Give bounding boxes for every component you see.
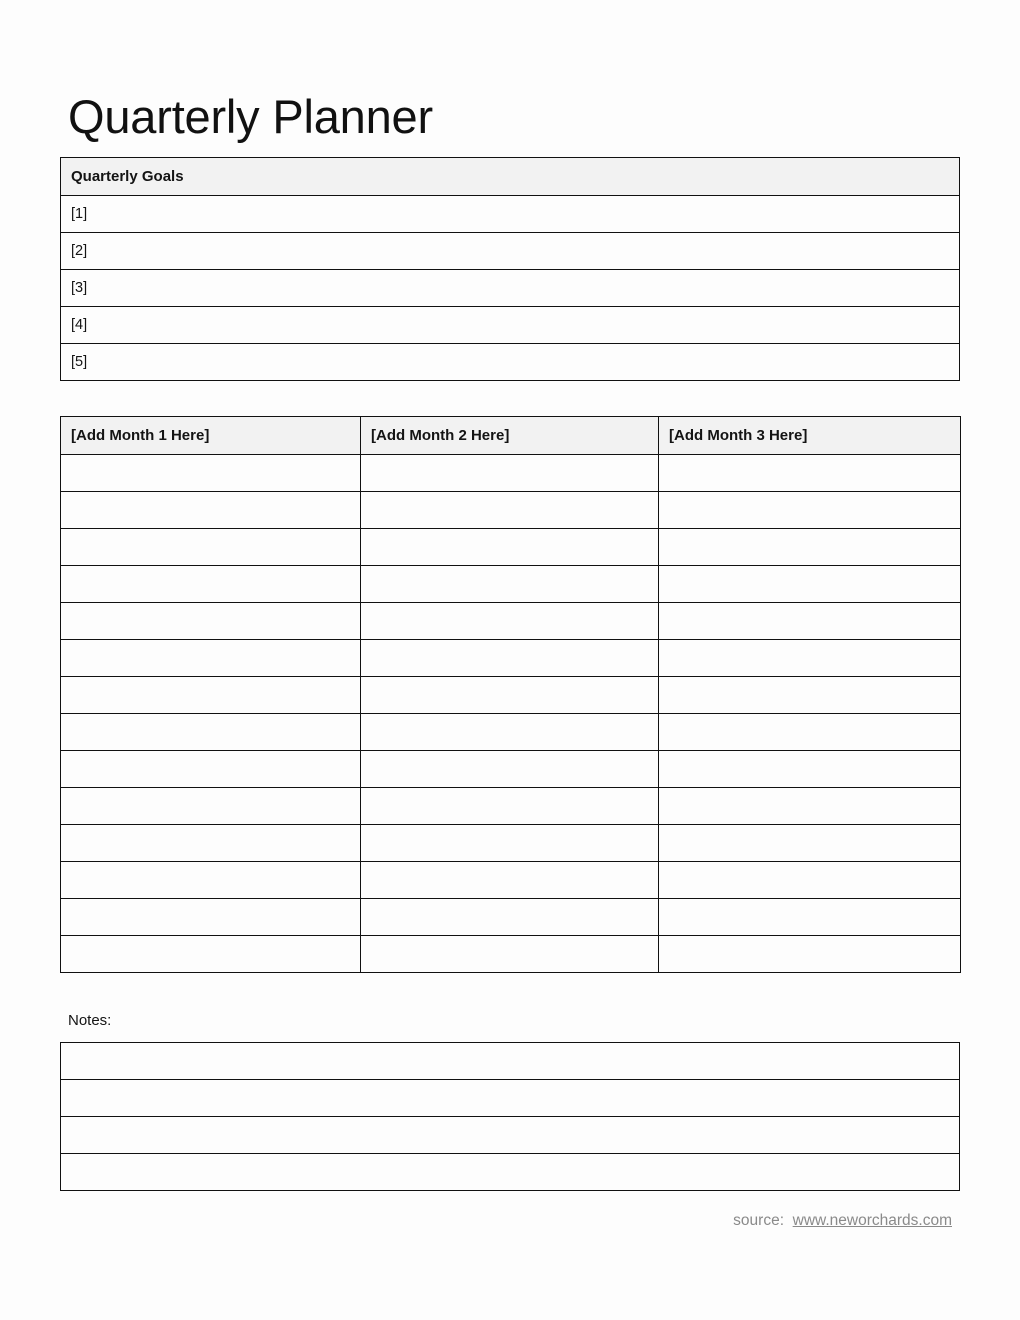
table-row	[61, 677, 961, 714]
notes-label: Notes:	[68, 1012, 112, 1029]
months-table-head	[61, 417, 961, 455]
goal-input-cell[interactable]: [4]	[61, 307, 960, 344]
notes-entry-cell[interactable]	[61, 1117, 960, 1154]
month-header-cell-2[interactable]: [Add Month 2 Here]	[361, 417, 659, 455]
goal-input-cell[interactable]: [5]	[61, 344, 960, 381]
quarterly-goals-table-head	[61, 158, 960, 196]
table-row	[61, 1080, 960, 1117]
month-entry-cell[interactable]	[61, 603, 361, 640]
month-entry-cell[interactable]	[61, 455, 361, 492]
source-label: source:	[733, 1212, 785, 1229]
month-entry-cell[interactable]	[361, 714, 659, 751]
table-row	[61, 714, 961, 751]
month-entry-cell[interactable]	[61, 566, 361, 603]
table-row	[61, 307, 960, 344]
month-entry-cell[interactable]	[61, 714, 361, 751]
table-row	[61, 899, 961, 936]
month-entry-cell[interactable]	[659, 677, 961, 714]
month-entry-cell[interactable]	[659, 529, 961, 566]
month-entry-cell[interactable]	[361, 640, 659, 677]
month-entry-cell[interactable]	[61, 492, 361, 529]
goal-input-cell[interactable]: [2]	[61, 233, 960, 270]
month-entry-cell[interactable]	[361, 788, 659, 825]
table-row	[61, 566, 961, 603]
table-header-row	[61, 158, 960, 196]
month-entry-cell[interactable]	[361, 603, 659, 640]
goal-input-cell[interactable]: [1]	[61, 196, 960, 233]
month-entry-cell[interactable]	[361, 862, 659, 899]
table-row	[61, 270, 960, 307]
goal-input-cell[interactable]: [3]	[61, 270, 960, 307]
table-row	[61, 825, 961, 862]
month-entry-cell[interactable]	[659, 603, 961, 640]
quarterly-goals-table-body	[61, 196, 960, 381]
table-row	[61, 344, 960, 381]
source-url-link[interactable]: www.neworchards.com	[792, 1212, 952, 1229]
table-row	[61, 1154, 960, 1191]
notes-table	[60, 1042, 960, 1191]
month-entry-cell[interactable]	[361, 566, 659, 603]
footer	[0, 1212, 952, 1230]
table-row	[61, 751, 961, 788]
month-entry-cell[interactable]	[361, 492, 659, 529]
quarterly-goals-table	[60, 157, 960, 381]
table-row	[61, 1117, 960, 1154]
month-header-cell-3[interactable]: [Add Month 3 Here]	[659, 417, 961, 455]
month-entry-cell[interactable]	[61, 751, 361, 788]
month-entry-cell[interactable]	[361, 751, 659, 788]
table-row	[61, 529, 961, 566]
month-entry-cell[interactable]	[659, 788, 961, 825]
notes-entry-cell[interactable]	[61, 1043, 960, 1080]
month-entry-cell[interactable]	[61, 862, 361, 899]
month-entry-cell[interactable]	[361, 455, 659, 492]
table-header-row	[61, 417, 961, 455]
month-entry-cell[interactable]	[361, 677, 659, 714]
month-entry-cell[interactable]	[361, 825, 659, 862]
month-entry-cell[interactable]	[659, 566, 961, 603]
month-entry-cell[interactable]	[61, 936, 361, 973]
month-entry-cell[interactable]	[61, 899, 361, 936]
notes-entry-cell[interactable]	[61, 1154, 960, 1191]
month-entry-cell[interactable]	[659, 455, 961, 492]
table-row	[61, 603, 961, 640]
month-entry-cell[interactable]	[361, 899, 659, 936]
month-entry-cell[interactable]	[61, 825, 361, 862]
month-entry-cell[interactable]	[61, 677, 361, 714]
table-row	[61, 1043, 960, 1080]
table-row	[61, 936, 961, 973]
table-row	[61, 640, 961, 677]
notes-table-body	[61, 1043, 960, 1191]
notes-entry-cell[interactable]	[61, 1080, 960, 1117]
month-entry-cell[interactable]	[361, 936, 659, 973]
month-entry-cell[interactable]	[659, 936, 961, 973]
month-entry-cell[interactable]	[659, 640, 961, 677]
month-entry-cell[interactable]	[659, 751, 961, 788]
months-table	[60, 416, 961, 973]
month-entry-cell[interactable]	[361, 529, 659, 566]
month-entry-cell[interactable]	[61, 788, 361, 825]
month-entry-cell[interactable]	[61, 640, 361, 677]
month-entry-cell[interactable]	[659, 899, 961, 936]
months-table-body	[61, 455, 961, 973]
table-row	[61, 233, 960, 270]
month-entry-cell[interactable]	[61, 529, 361, 566]
month-entry-cell[interactable]	[659, 714, 961, 751]
table-row	[61, 492, 961, 529]
page-title: Quarterly Planner	[68, 90, 433, 144]
table-row	[61, 862, 961, 899]
quarterly-goals-header-cell: Quarterly Goals	[61, 158, 960, 196]
month-header-cell-1[interactable]: [Add Month 1 Here]	[61, 417, 361, 455]
month-entry-cell[interactable]	[659, 492, 961, 529]
month-entry-cell[interactable]	[659, 825, 961, 862]
table-row	[61, 196, 960, 233]
table-row	[61, 455, 961, 492]
table-row	[61, 788, 961, 825]
month-entry-cell[interactable]	[659, 862, 961, 899]
